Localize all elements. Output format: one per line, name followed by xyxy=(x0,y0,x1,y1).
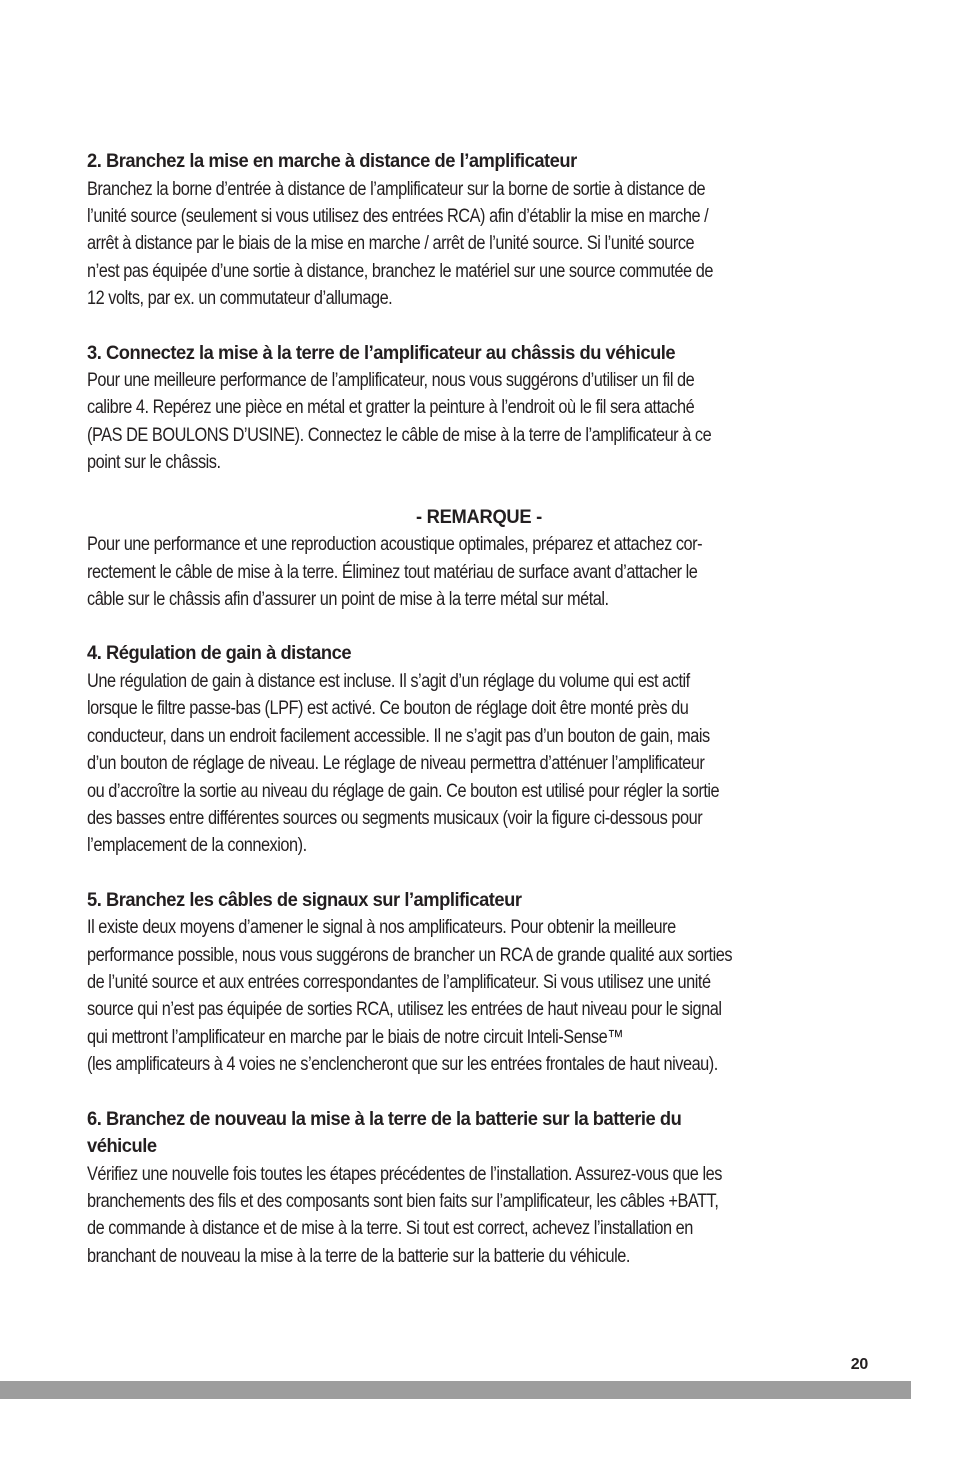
body-line: (PAS DE BOULONS D’USINE). Connectez le câble de mise à la terre de l’amplificateur à ce xyxy=(87,424,712,446)
body-line: de commande à distance et de mise à la terre. Si tout est correct, achevez l’installation en xyxy=(87,1218,693,1240)
section-signal-cables xyxy=(87,887,871,1079)
page-content xyxy=(87,148,871,1297)
body-line: rectement le câble de mise à la terre. Éliminez tout matériau de surface avant d’attacher le xyxy=(87,561,698,583)
section-body xyxy=(87,668,872,860)
heading-line: véhicule xyxy=(87,1135,157,1158)
body-line: Pour une meilleure performance de l’amplificateur, nous vous suggérons d’utiliser un fil de xyxy=(87,370,695,392)
section-remark xyxy=(87,504,871,614)
body-line: 12 volts, par ex. un commutateur d’allumage. xyxy=(87,288,393,310)
body-line: de l’unité source et aux entrées correspondantes de l’amplificateur. Si vous utilisez une unité xyxy=(87,972,711,994)
body-line: source qui n’est pas équipée de sorties RCA, utilisez les entrées de haut niveau pour le signal xyxy=(87,999,722,1021)
page-number: 20 xyxy=(850,1356,868,1373)
section-heading: 5. Branchez les câbles de signaux sur l’amplificateur xyxy=(87,888,522,911)
body-line: branchements des fils et des composants sont bien faits sur l’amplificateur, les câbles +BATT, xyxy=(87,1191,719,1213)
body-line: qui mettront l’amplificateur en marche par le biais de notre circuit Inteli-Sense™ xyxy=(87,1026,624,1048)
section-heading: 2. Branchez la mise en marche à distance de l’amplificateur xyxy=(87,150,577,172)
body-line: lorsque le filtre passe-bas (LPF) est activé. Ce bouton de réglage doit être monté près du xyxy=(87,698,689,720)
section-body xyxy=(87,367,872,477)
section-ground-connection xyxy=(87,340,871,477)
section-remote-gain xyxy=(87,640,871,859)
section-body xyxy=(87,914,872,1078)
section-heading xyxy=(87,1106,868,1161)
body-line: calibre 4. Repérez une pièce en métal et gratter la peinture à l’endroit où le fil sera attaché xyxy=(87,397,695,419)
body-line: l’unité source (seulement si vous utilisez des entrées RCA) afin d’établir la mise en marche / xyxy=(87,205,709,227)
section-battery-reconnect xyxy=(87,1106,871,1271)
body-line: ou d’accroître la sortie au niveau du réglage de gain. Ce bouton est utilisé pour régler la sortie xyxy=(87,780,720,802)
body-line: conducteur, dans un endroit facilement accessible. Il ne s’agit pas d’un bouton de gain, mais xyxy=(87,725,710,747)
body-line: performance possible, nous vous suggérons de brancher un RCA de grande qualité aux sorties xyxy=(87,944,733,966)
body-line: n’est pas équipée d’une sortie à distance, branchez le matériel sur une source commutée de xyxy=(87,260,713,282)
body-line: branchant de nouveau la mise à la terre de la batterie sur la batterie du véhicule. xyxy=(87,1245,630,1267)
section-body xyxy=(87,1161,872,1271)
heading-line: 6. Branchez de nouveau la mise à la terre de la batterie sur la batterie du xyxy=(87,1107,682,1130)
section-heading: 3. Connectez la mise à la terre de l’amplificateur au châssis du véhicule xyxy=(87,341,676,364)
body-line: d’un bouton de réglage de niveau. Le réglage de niveau permettra d’atténuer l’amplificateur xyxy=(87,753,705,775)
body-line: (les amplificateurs à 4 voies ne s’enclencheront que sur les entrées frontales de haut niveau). xyxy=(87,1054,718,1076)
body-line: Branchez la borne d’entrée à distance de l’amplificateur sur la borne de sortie à distance de xyxy=(87,178,706,200)
body-line: Vérifiez une nouvelle fois toutes les étapes précédentes de l’installation. Assurez-vous que les xyxy=(87,1163,722,1185)
section-body xyxy=(87,531,872,613)
body-line: Une régulation de gain à distance est incluse. Il s’agit d’un réglage du volume qui est actif xyxy=(87,670,690,692)
body-line: l’emplacement de la connexion). xyxy=(87,835,307,857)
section-heading: 4. Régulation de gain à distance xyxy=(87,642,352,665)
body-line: Pour une performance et une reproduction acoustique optimales, préparez et attachez cor- xyxy=(87,534,703,556)
footer-bar xyxy=(0,1381,911,1399)
body-line: Il existe deux moyens d’amener le signal à nos amplificateurs. Pour obtenir la meilleure xyxy=(87,917,676,939)
section-remote-turn-on xyxy=(87,148,871,313)
section-body xyxy=(87,176,872,313)
body-line: arrêt à distance par le biais de la mise en marche / arrêt de l’unité source. Si l’unité source xyxy=(87,233,695,255)
remark-heading: - REMARQUE - xyxy=(416,505,542,528)
body-line: des basses entre différentes sources ou segments musicaux (voir la figure ci-dessous pour xyxy=(87,807,703,829)
body-line: câble sur le châssis afin d’assurer un point de mise à la terre métal sur métal. xyxy=(87,588,609,610)
body-line: point sur le châssis. xyxy=(87,452,221,474)
